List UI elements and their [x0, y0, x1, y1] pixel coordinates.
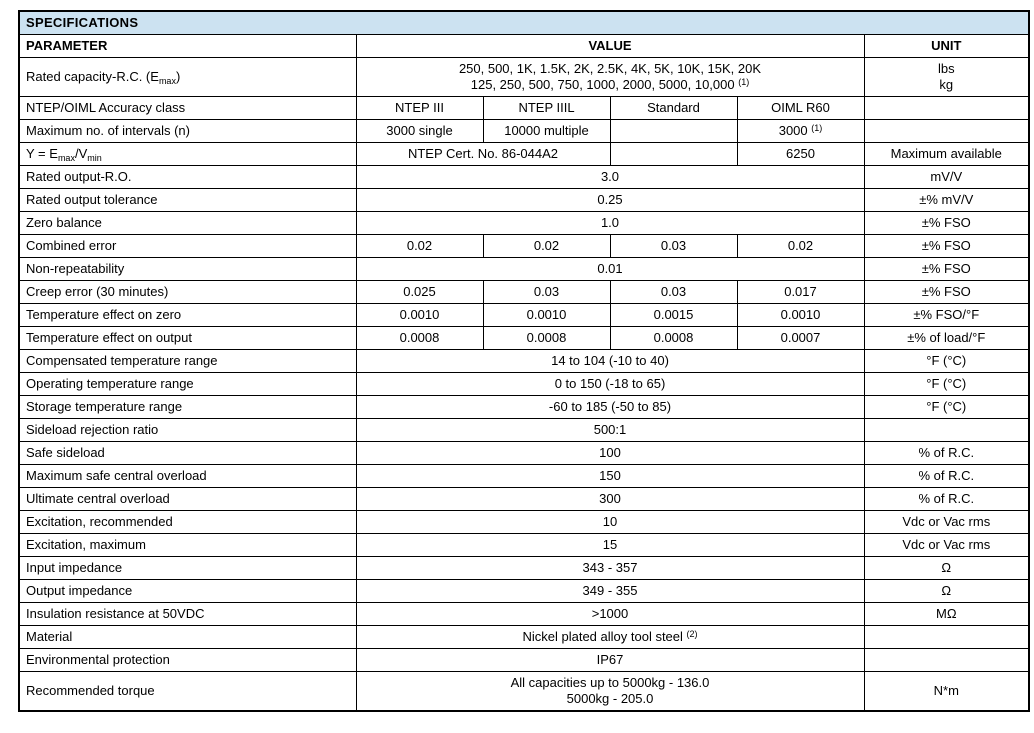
parameter-cell: Creep error (30 minutes) — [19, 281, 356, 304]
value-cell: 0.025 — [356, 281, 483, 304]
value-cell: 14 to 104 (-10 to 40) — [356, 350, 864, 373]
table-row — [19, 350, 1029, 373]
unit-cell — [864, 120, 1029, 143]
parameter-cell: Rated output tolerance — [19, 189, 356, 212]
value-cell: Standard — [610, 97, 737, 120]
column-header-value: VALUE — [356, 35, 864, 58]
table-row — [19, 58, 1029, 97]
value-cell: 3.0 — [356, 166, 864, 189]
unit-cell: °F (°C) — [864, 350, 1029, 373]
unit-cell — [864, 649, 1029, 672]
value-cell: 0.017 — [737, 281, 864, 304]
value-cell: 0.03 — [610, 235, 737, 258]
table-row — [19, 419, 1029, 442]
unit-cell: ±% FSO — [864, 258, 1029, 281]
parameter-cell: Storage temperature range — [19, 396, 356, 419]
table-row — [19, 396, 1029, 419]
parameter-cell: Zero balance — [19, 212, 356, 235]
table-row — [19, 557, 1029, 580]
value-cell: IP67 — [356, 649, 864, 672]
value-cell: 0.02 — [356, 235, 483, 258]
parameter-cell: Maximum no. of intervals (n) — [19, 120, 356, 143]
value-cell: All capacities up to 5000kg - 136.0 5000kg - 205.0 — [356, 672, 864, 712]
table-row — [19, 465, 1029, 488]
unit-cell: Vdc or Vac rms — [864, 511, 1029, 534]
table-title: SPECIFICATIONS — [19, 11, 1029, 35]
table-row — [19, 373, 1029, 396]
unit-cell: % of R.C. — [864, 465, 1029, 488]
unit-cell: ±% FSO — [864, 281, 1029, 304]
table-row — [19, 442, 1029, 465]
parameter-cell: Operating temperature range — [19, 373, 356, 396]
unit-cell: mV/V — [864, 166, 1029, 189]
unit-cell: Maximum available — [864, 143, 1029, 166]
column-header-unit: UNIT — [864, 35, 1029, 58]
value-cell: 349 - 355 — [356, 580, 864, 603]
value-cell: NTEP III — [356, 97, 483, 120]
value-cell: 6250 — [737, 143, 864, 166]
value-cell: >1000 — [356, 603, 864, 626]
parameter-cell: Excitation, maximum — [19, 534, 356, 557]
value-cell: 0.0010 — [356, 304, 483, 327]
parameter-cell: NTEP/OIML Accuracy class — [19, 97, 356, 120]
parameter-cell: Rated output-R.O. — [19, 166, 356, 189]
table-row — [19, 120, 1029, 143]
table-row — [19, 212, 1029, 235]
value-cell: 250, 500, 1K, 1.5K, 2K, 2.5K, 4K, 5K, 10K, 15K, 20K 125, 250, 500, 750, 1000, 2000, 5000, 10,000 $^{(1)}$ — [356, 58, 864, 97]
value-cell: 0.03 — [483, 281, 610, 304]
unit-cell: °F (°C) — [864, 373, 1029, 396]
unit-cell — [864, 626, 1029, 649]
value-cell: 10 — [356, 511, 864, 534]
table-row — [19, 281, 1029, 304]
value-cell: 150 — [356, 465, 864, 488]
table-row — [19, 649, 1029, 672]
value-cell: -60 to 185 (-50 to 85) — [356, 396, 864, 419]
value-cell: 0.0008 — [610, 327, 737, 350]
unit-cell: Ω — [864, 557, 1029, 580]
table-row — [19, 488, 1029, 511]
parameter-cell: Input impedance — [19, 557, 356, 580]
value-cell: 100 — [356, 442, 864, 465]
value-cell: 10000 multiple — [483, 120, 610, 143]
value-cell: 0.03 — [610, 281, 737, 304]
table-row — [19, 235, 1029, 258]
table-row — [19, 511, 1029, 534]
value-cell: 0.0007 — [737, 327, 864, 350]
value-cell: 0.0008 — [483, 327, 610, 350]
value-cell: 0.0015 — [610, 304, 737, 327]
parameter-cell: Non-repeatability — [19, 258, 356, 281]
unit-cell: °F (°C) — [864, 396, 1029, 419]
table-row — [19, 143, 1029, 166]
value-cell: 0.0010 — [483, 304, 610, 327]
unit-cell: ±% FSO — [864, 212, 1029, 235]
table-row — [19, 97, 1029, 120]
table-row — [19, 672, 1029, 712]
parameter-cell: Rated capacity-R.C. $(E_{max})$ — [19, 58, 356, 97]
unit-cell: lbs kg — [864, 58, 1029, 97]
value-cell: NTEP Cert. No. 86-044A2 — [356, 143, 610, 166]
value-cell: 0 to 150 (-18 to 65) — [356, 373, 864, 396]
specifications-table — [18, 10, 1030, 712]
title-row — [19, 11, 1029, 35]
table-row — [19, 327, 1029, 350]
value-cell: 0.02 — [483, 235, 610, 258]
table-row — [19, 580, 1029, 603]
unit-cell — [864, 419, 1029, 442]
unit-cell: ±% mV/V — [864, 189, 1029, 212]
parameter-cell: Excitation, recommended — [19, 511, 356, 534]
parameter-cell: Safe sideload — [19, 442, 356, 465]
column-header-row — [19, 35, 1029, 58]
unit-cell: MΩ — [864, 603, 1029, 626]
parameter-cell: Ultimate central overload — [19, 488, 356, 511]
value-cell: NTEP IIIL — [483, 97, 610, 120]
table-row — [19, 603, 1029, 626]
value-cell: 0.02 — [737, 235, 864, 258]
value-cell: 300 — [356, 488, 864, 511]
value-cell: Nickel plated alloy tool steel $^{(2)}$ — [356, 626, 864, 649]
parameter-cell: Sideload rejection ratio — [19, 419, 356, 442]
parameter-cell: Combined error — [19, 235, 356, 258]
table-row — [19, 534, 1029, 557]
parameter-cell: Temperature effect on output — [19, 327, 356, 350]
value-cell — [610, 120, 737, 143]
table-row — [19, 166, 1029, 189]
value-cell: OIML R60 — [737, 97, 864, 120]
parameter-cell: Recommended torque — [19, 672, 356, 712]
spec-table-body — [19, 58, 1029, 712]
value-cell: 0.25 — [356, 189, 864, 212]
parameter-cell: Material — [19, 626, 356, 649]
unit-cell: Vdc or Vac rms — [864, 534, 1029, 557]
table-row — [19, 189, 1029, 212]
value-cell: 0.01 — [356, 258, 864, 281]
parameter-cell: $Y = E_{max}/V_{min}$ — [19, 143, 356, 166]
value-cell: 15 — [356, 534, 864, 557]
value-cell: 500:1 — [356, 419, 864, 442]
unit-cell: N*m — [864, 672, 1029, 712]
parameter-cell: Compensated temperature range — [19, 350, 356, 373]
unit-cell: Ω — [864, 580, 1029, 603]
value-cell — [610, 143, 737, 166]
parameter-cell: Insulation resistance at 50VDC — [19, 603, 356, 626]
unit-cell: ±% FSO — [864, 235, 1029, 258]
column-header-parameter: PARAMETER — [19, 35, 356, 58]
table-row — [19, 304, 1029, 327]
value-cell: 343 - 357 — [356, 557, 864, 580]
unit-cell: ±% FSO/°F — [864, 304, 1029, 327]
unit-cell: ±% of load/°F — [864, 327, 1029, 350]
unit-cell — [864, 97, 1029, 120]
parameter-cell: Environmental protection — [19, 649, 356, 672]
unit-cell: % of R.C. — [864, 488, 1029, 511]
parameter-cell: Maximum safe central overload — [19, 465, 356, 488]
value-cell: 0.0010 — [737, 304, 864, 327]
table-row — [19, 626, 1029, 649]
value-cell: 3000 single — [356, 120, 483, 143]
parameter-cell: Output impedance — [19, 580, 356, 603]
value-cell: 0.0008 — [356, 327, 483, 350]
value-cell: 3000 $^{(1)}$ — [737, 120, 864, 143]
parameter-cell: Temperature effect on zero — [19, 304, 356, 327]
unit-cell: % of R.C. — [864, 442, 1029, 465]
value-cell: 1.0 — [356, 212, 864, 235]
table-row — [19, 258, 1029, 281]
